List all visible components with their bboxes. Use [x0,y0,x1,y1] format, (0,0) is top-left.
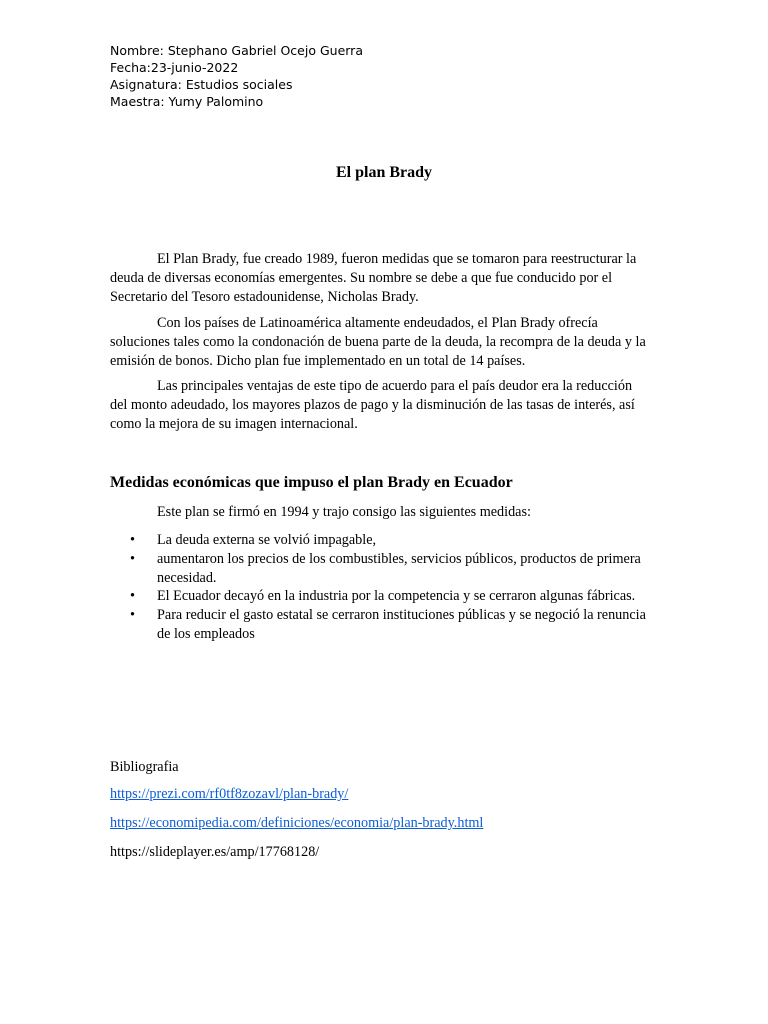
section-intro: Este plan se firmó en 1994 y trajo consigo las siguientes medidas: [157,504,531,520]
bibliography-link-economipedia[interactable]: https://economipedia.com/definiciones/economia/plan-brady.html [110,815,484,831]
student-name: Nombre: Stephano Gabriel Ocejo Guerra [110,43,363,58]
document-title: El plan Brady [335,164,433,181]
bibliography-link-slideplayer: https://slideplayer.es/amp/17768128/ [110,844,320,860]
list-item [110,606,650,644]
paragraph-2 [110,314,650,370]
bibliography-link-prezi[interactable]: https://prezi.com/rf0tf8zozavl/plan-brady/ [110,786,349,802]
bullet-icon: • [130,607,135,624]
measures-list [110,531,650,644]
paragraph-text: El Plan Brady, fue creado 1989, fueron medidas que se tomaron para reestructurar la deuda de diversas economías emergentes. Su nombre se debe a que fue conducido por el Secretario del Tesoro estadounidense, Nicholas Brady. [110,251,637,305]
paragraph-text: Las principales ventajas de este tipo de acuerdo para el país deudor era la reducción del monto adeudado, los mayores plazos de pago y la disminución de las tasas de interés, así como la mejora de su imagen internacional. [110,378,635,432]
date-line: Fecha:23-junio-2022 [110,60,239,75]
paragraph-text: Con los países de Latinoamérica altamente endeudados, el Plan Brady ofrecía soluciones tales como la condonación de buena parte de la deuda, la recompra de la deuda y la emisión de bonos. Dicho plan fue implementado en un total de 14 países. [110,315,646,369]
student-header [110,42,363,110]
list-item-text: Para reducir el gasto estatal se cerraron instituciones públicas y se negoció la renuncia de los empleados [157,607,646,642]
list-item [110,550,650,588]
bullet-icon: • [130,550,135,567]
list-item [110,531,650,550]
list-item-text: aumentaron los precios de los combustibles, servicios públicos, productos de primera necesidad. [157,550,641,586]
bibliography-label: Bibliografia [110,759,179,775]
paragraph-3 [110,377,650,433]
bullet-icon: • [130,588,135,605]
teacher-line: Maestra: Yumy Palomino [110,94,264,109]
section-heading: Medidas económicas que impuso el plan Brady en Ecuador [110,474,513,491]
list-item-text: El Ecuador decayó en la industria por la competencia y se cerraron algunas fábricas. [157,588,636,605]
list-item-text: La deuda externa se volvió impagable, [157,532,377,548]
bullet-icon: • [130,532,135,548]
list-item [110,587,650,606]
subject-line: Asignatura: Estudios sociales [110,77,293,92]
paragraph-1 [110,250,650,306]
